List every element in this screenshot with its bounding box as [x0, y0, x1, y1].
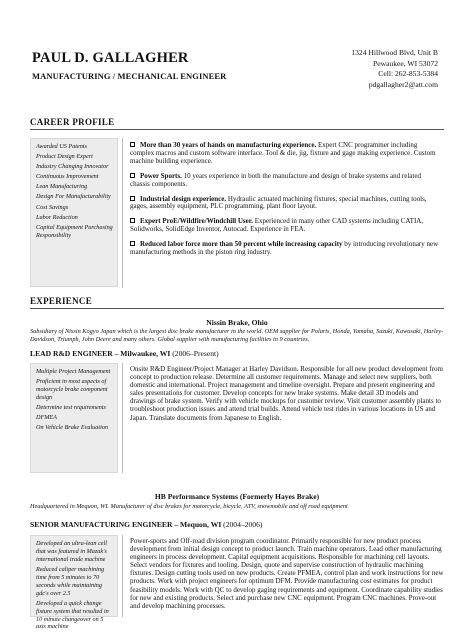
career-bullet: More than 30 years of hands on manufacturing experience. Expert CNC programmer including complex macros and custom software interface. Tool & die, jig, fixture and gage making experience. Custom machine building experience.	[130, 141, 436, 165]
skill-item: Determine test requirements	[36, 404, 106, 411]
company-description: Headquartered in Mequon, WI. Manufacturer of disc brakes for motorcycle, bicycle, ATV, snowmobile and off road equipment	[30, 503, 348, 510]
skill-item: On Vehicle Brake Evaluation	[36, 424, 108, 432]
company-name: Nissin Brake, Ohio	[206, 318, 268, 327]
checkbox-square-icon	[130, 218, 135, 223]
skill-item: Product Design Expert	[36, 153, 93, 161]
skill-item: Multiple Project Management	[36, 368, 111, 375]
contact-phone: Cell: 262-853-5384	[378, 69, 438, 79]
contact-block	[351, 48, 438, 90]
company-description: Subsidiary of Nissin Kogyo Japan which is the largest disc brake manufacturer in the world. OEM supplier for Polaris, Honda, Yamaha, Suzuki, Kawasaki, Harley-Davidson, Triumph, John Deere and many others. Global supplier with manufacturing facilities in 9 countries.	[30, 328, 444, 343]
skill-item: Developed an ultra-lean cell that was featured in Mazak's international trade machine	[36, 540, 107, 563]
contact-address: 1324 Hillwood Blvd, Unit B	[351, 48, 438, 57]
career-bullet: Reduced labor force more than 50 percent while increasing capacity by introducing revolutionary new manufacturing methods in the piston ring industry.	[130, 240, 439, 257]
job-skills-box	[30, 535, 118, 631]
checkbox-square-icon	[130, 173, 135, 178]
skill-item: Awarded US Patents	[36, 143, 87, 150]
experience-heading: EXPERIENCE	[30, 296, 93, 306]
skill-item: Cost Savings	[36, 203, 69, 211]
career-bullet: Expert ProE/Wildfire/Windchill User. Experienced in many other CAD systems including CATIA, Solidworks, SolidEdge Inventor, Autocad. Experience in FEA.	[130, 217, 424, 234]
skill-item: Design For Manufacturability	[36, 193, 111, 201]
column-divider	[122, 535, 123, 617]
skill-item: Labor Reduction	[36, 213, 78, 221]
skill-item: Continuous Improvement	[36, 173, 99, 181]
skill-item: DFMEA	[36, 414, 57, 422]
career-bullet: Industrial design experience. Hydraulic actuated machining fixtures, special machines, cutting tools, gages, assembly equipment, PLC programming, plant floor layout.	[130, 194, 427, 211]
career-bullets	[130, 142, 442, 264]
career-profile-heading: CAREER PROFILE	[30, 117, 115, 127]
job-title: SENIOR MANUFACTURING ENGINEER – Mequon, WI (2004–2006)	[30, 520, 263, 529]
job-skills-box	[30, 363, 118, 473]
column-divider	[122, 363, 123, 473]
column-divider	[122, 138, 123, 288]
job-description: Power-sports and Off-road division program coordinator. Primarily responsible for new product process development from initial design concept to product launch. Train machine operators. Lead other manufacturing engineers in process development. Capital equipment acquisitions. Responsible for machining cell layouts. Select vendors for fixtures and tooling. Design, quote and supervise construction of hydraulic machining fixtures. Design cutting tools used on new products. Create PFMEA, control plan and work instructions for new products. Work with project engineers for optimum DFM. Provide manufacturing cost estimates for product feasibility models. Work with QC to develop gaging requirements and equipment. Coordinate capability studies for new and existing products. Select and purchase new CNC equipment. Program CNC machines. Prove-out and develop machining processes.	[130, 537, 444, 610]
skill-item: Developed a quick change fixture system that resulted in 10 minute changeover on 5 axis machine	[36, 599, 109, 631]
career-skills-box	[30, 138, 118, 287]
job-title: LEAD R&D ENGINEER – Milwaukee, WI (2006–Present)	[30, 349, 219, 358]
checkbox-square-icon	[130, 196, 135, 201]
applicant-title: MANUFACTURING / MECHANICAL ENGINEER	[32, 71, 227, 81]
section-divider	[30, 129, 444, 130]
skill-item: Proficient in most aspects of motorcycle brake component design	[36, 378, 108, 401]
job-description: Onsite R&D Engineer/Project Manager at Harley Davidson. Responsible for all new product development from concept to production release. Determine all customer requirements. Manage and select new suppliers, both domestic and international. Project management and timeline oversight. Prepare and present engineering and sales presentations for customer. Develop concepts for new brake systems. Make detail 3D models and drawings of brake system. Verify with vehicle mockups for customer review. Visit customer assembly plants to troubleshoot production issues and attend trial builds. Attend vehicle test rides in various locations in US and Japan. Translate documents from Japanese to English.	[130, 365, 443, 422]
contact-email: pdgallagher2@att.com	[368, 79, 438, 89]
skill-item: Reduced caliper machining time from 5 minutes to 70 seconds while maintaining gdc's over 2.5	[36, 565, 105, 597]
contact-city: Pewaukee, WI 53072	[372, 58, 438, 68]
section-divider	[30, 308, 444, 309]
career-bullet: Power Sports. 10 years experience in both the manufacture and design of brake systems and related chassis components.	[130, 171, 421, 188]
skill-item: Capital Equipment Purchasing Responsibility	[36, 223, 113, 239]
checkbox-square-icon	[130, 142, 135, 147]
applicant-name: PAUL D. GALLAGHER	[32, 50, 189, 66]
checkbox-square-icon	[130, 241, 135, 246]
company-name: HB Performance Systems (Formerly Hayes Brake)	[154, 492, 320, 501]
skill-item: Industry Changing Innovator	[36, 163, 109, 171]
skill-item: Lean Manufacturing	[36, 183, 88, 191]
